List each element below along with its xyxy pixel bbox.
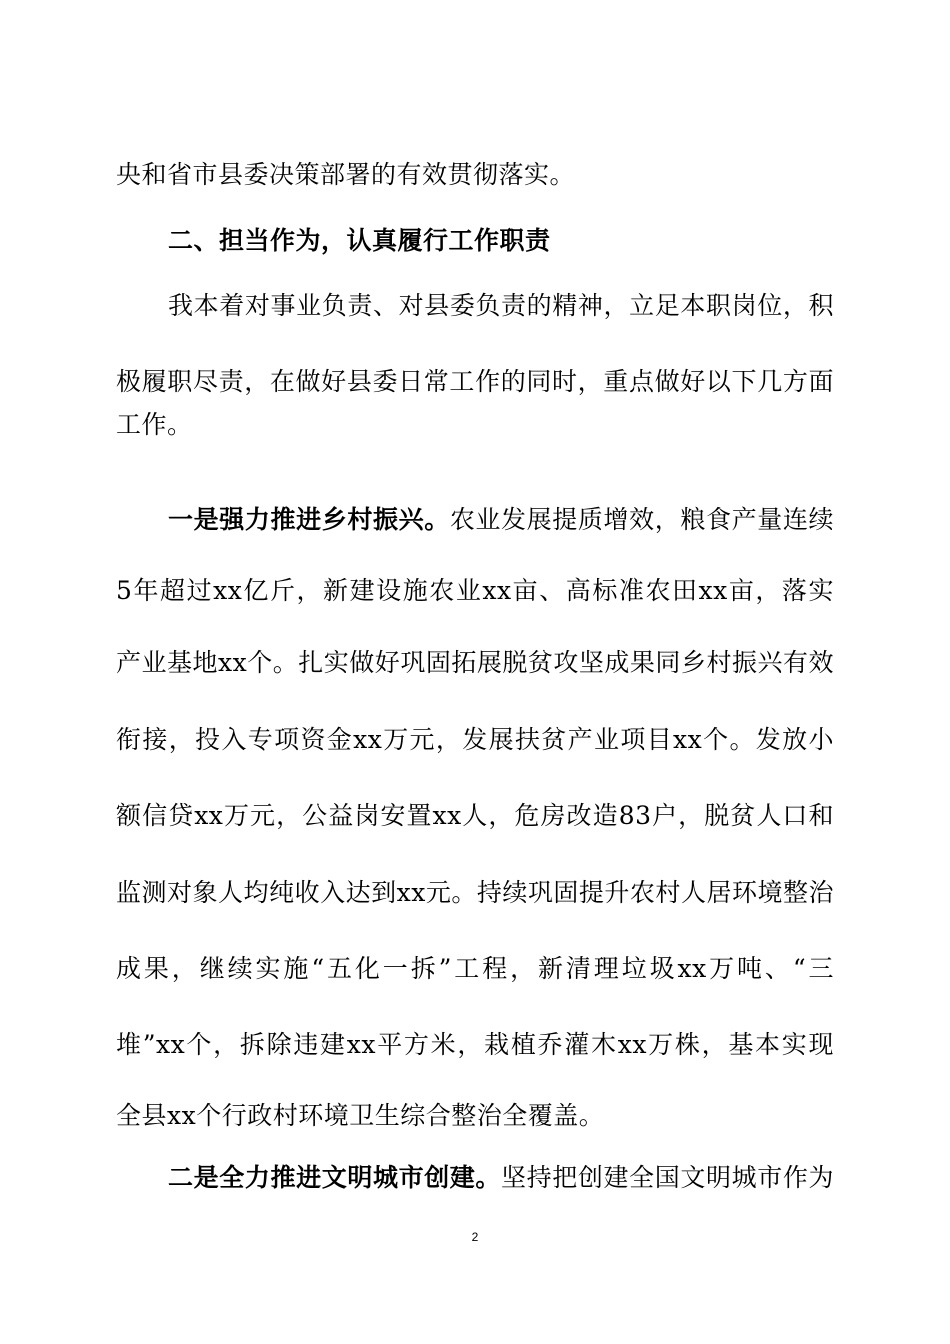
paragraph-1-line-2: 极履职尽责，在做好县委日常工作的同时，重点做好以下几方面 (116, 367, 834, 396)
paragraph-3-line-1-text: 坚持把创建全国文明城市作为 (501, 1163, 834, 1192)
paragraph-2-line-8: 堆”xx个，拆除违建xx平方米，栽植乔灌木xx万株，基本实现 (116, 1030, 834, 1059)
paragraph-2-line-7: 成果，继续实施“五化一拆”工程，新清理垃圾xx万吨、“三 (116, 954, 834, 983)
paragraph-2-line-9: 全县xx个行政村环境卫生综合整治全覆盖。 (116, 1101, 605, 1130)
paragraph-2-line-2: 5年超过xx亿斤，新建设施农业xx亩、高标准农田xx亩，落实 (116, 576, 834, 605)
paragraph-2-line-6: 监测对象人均纯收入达到xx元。持续巩固提升农村人居环境整治 (116, 878, 834, 907)
paragraph-2-line-3: 产业基地xx个。扎实做好巩固拓展脱贫攻坚成果同乡村振兴有效 (116, 648, 834, 677)
page-number: 2 (471, 1230, 479, 1244)
paragraph-1-line-3: 工作。 (116, 410, 193, 439)
paragraph-2-line-1-text: 农业发展提质增效，粮食产量连续 (449, 505, 834, 534)
paragraph-1-line-1: 我本着对事业负责、对县委负责的精神，立足本职岗位，积 (168, 291, 834, 320)
paragraph-3-line-1 (168, 1163, 834, 1193)
paragraph-2-line-4: 衔接，投入专项资金xx万元，发展扶贫产业项目xx个。发放小 (116, 725, 834, 754)
paragraph-2-line-1 (168, 505, 834, 535)
paragraph-2-line-5: 额信贷xx万元，公益岗安置xx人，危房改造83户，脱贫人口和 (116, 801, 834, 830)
paragraph-2-lead: 一是强力推进乡村振兴。 (168, 505, 450, 534)
text-line-1: 央和省市县委决策部署的有效贯彻落实。 (116, 160, 576, 189)
paragraph-3-lead: 二是全力推进文明城市创建。 (168, 1163, 502, 1192)
section-heading-2: 二、担当作为，认真履行工作职责 (168, 226, 551, 255)
